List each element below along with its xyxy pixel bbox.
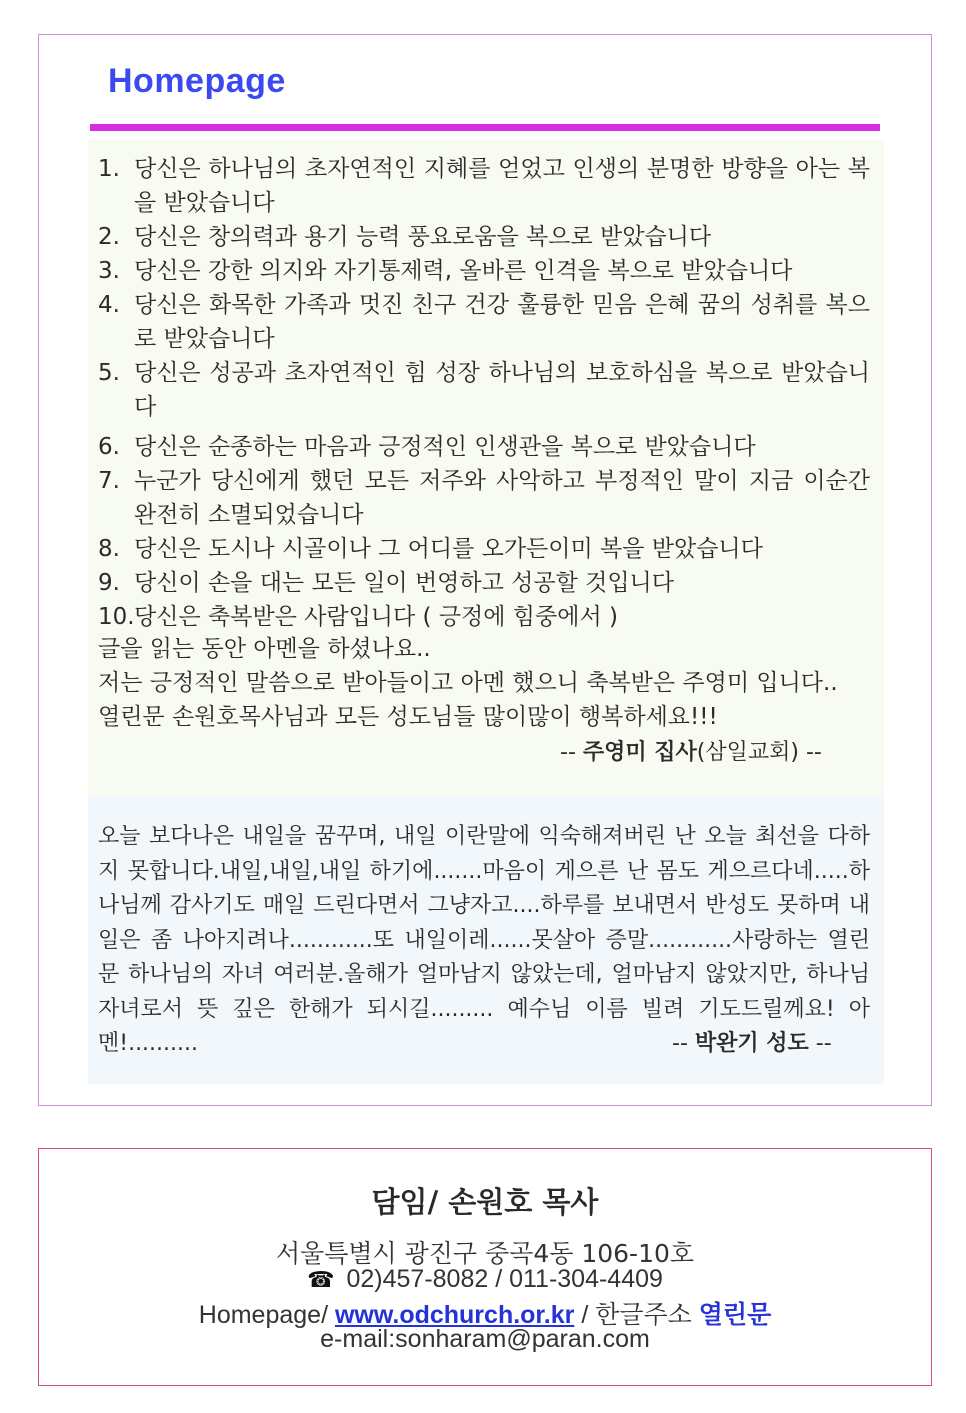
list-item bbox=[98, 566, 870, 600]
item-number: 10. bbox=[98, 604, 135, 630]
author-signature-2 bbox=[672, 1026, 832, 1057]
item-text: 당신은 강한 의지와 자기통제력, 올바른 인격을 복으로 받았습니다 bbox=[134, 258, 793, 284]
closing-line-1: 글을 읽는 동안 아멘을 하셨나요.. bbox=[98, 636, 431, 662]
item-number: 4. bbox=[98, 292, 120, 318]
list-item bbox=[98, 220, 870, 254]
closing-line-3: 열린문 손원호목사님과 모든 성도님들 많이많이 행복하세요!!! bbox=[98, 704, 718, 730]
page-title: Homepage bbox=[108, 62, 286, 100]
list-item bbox=[98, 254, 870, 288]
homepage-link[interactable]: www.odchurch.or.kr bbox=[334, 1301, 575, 1329]
item-number: 7. bbox=[98, 468, 120, 494]
item-text: 당신은 하나님의 초자연적인 지혜를 얻었고 인생의 분명한 방향을 아는 복을 받았습니다 bbox=[134, 156, 870, 216]
list-item bbox=[98, 288, 870, 356]
sig-suffix: -- bbox=[808, 1031, 832, 1056]
item-number: 6. bbox=[98, 434, 120, 460]
pastor-name: 담임/ 손원호 목사 bbox=[371, 1185, 599, 1219]
item-number: 8. bbox=[98, 536, 120, 562]
sig-prefix: -- bbox=[672, 1031, 695, 1056]
phone-line bbox=[38, 1265, 932, 1294]
list-item bbox=[98, 464, 870, 532]
title-divider bbox=[90, 124, 880, 131]
item-text: 당신이 손을 대는 모든 일이 번영하고 성공할 것입니다 bbox=[134, 570, 674, 596]
sig-name: 박완기 성도 bbox=[694, 1031, 809, 1056]
list-item bbox=[98, 356, 870, 424]
author-signature-1 bbox=[560, 735, 822, 766]
item-text: 당신은 성공과 초자연적인 힘 성장 하나님의 보호하심을 복으로 받았습니다 bbox=[134, 360, 870, 420]
list-item bbox=[98, 600, 870, 634]
sig-prefix: -- bbox=[560, 740, 583, 765]
church-address: 서울특별시 광진구 중곡4동 106-10호 bbox=[275, 1239, 695, 1268]
item-text: 당신은 화목한 가족과 멋진 친구 건강 훌륭한 믿음 은혜 꿈의 성취를 복으로 받았습니다 bbox=[134, 292, 870, 352]
item-text: 누군가 당신에게 했던 모든 저주와 사악하고 부정적인 말이 지금 이순간 완전히 소멸되었습니다 bbox=[134, 468, 870, 528]
reflection-text: 오늘 보다나은 내일을 꿈꾸며, 내일 이란말에 익숙해져버린 난 오늘 최선을 다하지 못합니다.내일,내일,내일 하기에.......마음이 게으른 난 몸도 게으르다네.....하나님께 감사기도 매일 드린다면서 그냥자고....하루를 보내면서 반성도 못하며 내일은 좀 나아지려나............또 내일이레......못살아 증말............사랑하는 열린문 하나님의 자녀 여러분.올해가 얼마남지 않았는데, 얼마남지 않았지만, 하나님자녀로서 뜻 깊은 한해가 되시길......... 예수님 이름 빌려 기도드릴께요! 아멘!.......... bbox=[98, 824, 870, 1056]
blessings-list bbox=[98, 152, 870, 634]
email-line: e-mail:sonharam@paran.com bbox=[320, 1325, 650, 1353]
korean-address-label: / 한글주소 bbox=[574, 1301, 699, 1329]
item-number: 1. bbox=[98, 156, 120, 182]
sig-name: 주영미 집사 bbox=[582, 740, 697, 765]
item-number: 5. bbox=[98, 360, 120, 386]
sig-suffix: (삼일교회) -- bbox=[696, 740, 822, 765]
list-item bbox=[98, 430, 870, 464]
item-number: 3. bbox=[98, 258, 120, 284]
item-number: 9. bbox=[98, 570, 120, 596]
telephone-icon: ☎ bbox=[307, 1267, 335, 1292]
item-text: 당신은 순종하는 마음과 긍정적인 인생관을 복으로 받았습니다 bbox=[134, 434, 756, 460]
item-text: 당신은 창의력과 용기 능력 풍요로움을 복으로 받았습니다 bbox=[134, 224, 712, 250]
homepage-label: Homepage/ bbox=[198, 1301, 335, 1329]
item-text: 당신은 축복받은 사람입니다 ( 긍정에 힘중에서 ) bbox=[134, 604, 618, 630]
phone-numbers: 02)457-8082 / 011-304-4409 bbox=[346, 1265, 663, 1293]
closing-line-2: 저는 긍정적인 말씀으로 받아들이고 아멘 했으니 축복받은 주영미 입니다.. bbox=[98, 670, 838, 696]
item-text: 당신은 도시나 시골이나 그 어디를 오가든이미 복을 받았습니다 bbox=[134, 536, 763, 562]
korean-address[interactable]: 열린문 bbox=[698, 1301, 772, 1329]
list-item bbox=[98, 532, 870, 566]
item-number: 2. bbox=[98, 224, 120, 250]
list-item bbox=[98, 152, 870, 220]
